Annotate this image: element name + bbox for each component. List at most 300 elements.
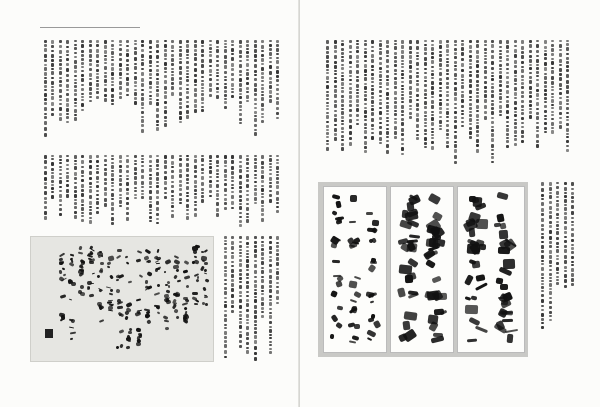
text-glyph-run [521, 46, 524, 50]
text-glyph-run [506, 63, 509, 66]
calligraphy-column [422, 193, 449, 343]
text-glyph-run [254, 320, 257, 323]
brush-stroke [354, 276, 362, 280]
text-glyph-run [209, 78, 212, 81]
text-glyph-run [134, 197, 137, 199]
text-glyph-run [556, 246, 559, 248]
text-glyph-run [431, 134, 434, 136]
text-glyph-run [341, 147, 344, 151]
text-glyph-run [269, 256, 272, 258]
text-glyph-run [549, 211, 552, 214]
text-glyph-run [549, 241, 552, 244]
text-glyph-run [246, 269, 249, 271]
text-glyph-run [261, 185, 264, 187]
text-glyph-run [394, 105, 397, 109]
text-glyph-run [59, 107, 62, 111]
text-glyph-run [541, 228, 544, 231]
text-column [230, 40, 236, 140]
text-glyph-run [386, 79, 389, 81]
text-glyph-run [454, 40, 457, 43]
text-glyph-run [141, 158, 144, 160]
text-glyph-run [111, 213, 114, 215]
text-glyph-run [424, 52, 427, 55]
text-glyph-run [44, 113, 47, 115]
text-column [275, 155, 281, 228]
text-glyph-run [491, 117, 494, 119]
text-glyph-run [269, 259, 272, 262]
text-glyph-run [566, 119, 569, 121]
text-glyph-run [356, 95, 359, 98]
text-glyph-run [409, 65, 412, 69]
text-glyph-run [96, 88, 99, 90]
text-glyph-run [276, 159, 279, 161]
text-glyph-run [179, 121, 182, 123]
text-glyph-run [454, 103, 457, 105]
text-glyph-run [506, 116, 509, 119]
text-glyph-run [186, 174, 189, 177]
text-glyph-run [246, 194, 249, 196]
text-glyph-run [484, 86, 487, 89]
text-glyph-run [276, 112, 279, 115]
text-glyph-run [326, 105, 329, 107]
text-glyph-run [51, 63, 54, 67]
brush-stroke [139, 309, 142, 311]
text-glyph-run [461, 125, 464, 127]
text-glyph-run [571, 256, 574, 259]
text-glyph-run [89, 189, 92, 193]
text-glyph-run [134, 51, 137, 55]
text-glyph-run [81, 50, 84, 53]
text-glyph-run [66, 184, 69, 187]
text-glyph-run [186, 40, 189, 43]
brush-stroke [164, 271, 167, 274]
text-glyph-run [186, 168, 189, 172]
text-glyph-run [231, 279, 234, 282]
text-glyph-run [349, 66, 352, 68]
text-glyph-run [134, 176, 137, 180]
text-glyph-run [119, 200, 122, 204]
text-glyph-run [334, 94, 337, 98]
text-glyph-run [96, 181, 99, 183]
text-glyph-run [96, 49, 99, 53]
text-column [363, 40, 369, 172]
text-glyph-run [224, 314, 227, 317]
text-glyph-run [349, 109, 352, 112]
text-column [520, 40, 526, 172]
text-glyph-run [231, 255, 234, 259]
text-glyph-run [541, 318, 544, 321]
text-glyph-run [246, 48, 249, 50]
brush-stroke [110, 275, 115, 280]
text-glyph-run [224, 344, 227, 348]
text-column [208, 40, 214, 140]
text-glyph-run [149, 101, 152, 105]
text-glyph-run [201, 97, 204, 101]
text-glyph-run [111, 202, 114, 206]
text-glyph-run [224, 240, 227, 242]
text-glyph-run [409, 51, 412, 54]
text-glyph-run [179, 61, 182, 64]
text-glyph-run [164, 71, 167, 73]
text-glyph-run [341, 90, 344, 93]
text-glyph-run [254, 254, 257, 258]
text-glyph-run [246, 162, 249, 165]
text-glyph-run [544, 105, 547, 108]
text-glyph-run [239, 263, 242, 267]
text-glyph-run [386, 92, 389, 96]
text-glyph-run [119, 96, 122, 99]
text-glyph-run [469, 99, 472, 101]
text-glyph-run [364, 74, 367, 76]
text-glyph-run [44, 54, 47, 58]
text-glyph-run [89, 96, 92, 98]
text-glyph-run [51, 96, 54, 100]
text-glyph-run [514, 65, 517, 68]
text-glyph-run [461, 117, 464, 119]
text-glyph-run [571, 268, 574, 272]
text-glyph-run [51, 68, 54, 70]
text-glyph-run [74, 40, 77, 42]
text-glyph-run [341, 40, 344, 42]
brush-stroke [136, 250, 142, 254]
text-glyph-run [334, 110, 337, 112]
text-glyph-run [254, 340, 257, 344]
text-column [558, 40, 564, 172]
text-glyph-run [261, 76, 264, 79]
brush-stroke [157, 311, 161, 314]
handwriting-column [182, 245, 190, 355]
text-glyph-run [149, 91, 152, 93]
text-glyph-run [371, 124, 374, 127]
text-glyph-run [341, 56, 344, 58]
text-glyph-run [261, 307, 264, 310]
text-glyph-run [111, 77, 114, 80]
text-glyph-run [416, 80, 419, 82]
text-glyph-run [134, 89, 137, 91]
text-glyph-run [514, 138, 517, 141]
text-glyph-run [386, 65, 389, 68]
text-glyph-run [201, 90, 204, 92]
text-glyph-run [506, 45, 509, 49]
text-glyph-run [254, 103, 257, 105]
text-glyph-run [446, 137, 449, 139]
text-glyph-run [81, 219, 84, 222]
text-column [230, 155, 236, 228]
text-glyph-run [556, 272, 559, 274]
text-glyph-run [506, 72, 509, 74]
text-glyph-run [364, 91, 367, 93]
text-glyph-run [171, 92, 174, 96]
text-glyph-run [454, 120, 457, 123]
text-glyph-run [549, 225, 552, 228]
brush-stroke [69, 318, 73, 321]
text-glyph-run [254, 335, 257, 339]
text-glyph-run [254, 162, 257, 164]
text-glyph-run [224, 160, 227, 164]
text-glyph-run [261, 188, 264, 192]
text-glyph-run [371, 128, 374, 130]
text-glyph-run [239, 236, 242, 239]
text-glyph-run [549, 269, 552, 271]
text-glyph-run [551, 104, 554, 106]
text-glyph-run [514, 111, 517, 113]
text-glyph-run [246, 303, 249, 307]
text-glyph-run [201, 102, 204, 104]
text-glyph-run [254, 70, 257, 73]
text-glyph-run [44, 40, 47, 43]
text-glyph-run [564, 226, 567, 230]
text-glyph-run [246, 264, 249, 268]
text-glyph-run [194, 104, 197, 108]
text-glyph-run [484, 48, 487, 51]
text-glyph-run [96, 194, 99, 196]
text-glyph-run [541, 273, 544, 276]
text-glyph-run [261, 290, 264, 292]
text-glyph-run [119, 68, 122, 71]
text-glyph-run [386, 113, 389, 115]
text-glyph-run [66, 180, 69, 182]
text-glyph-run [424, 118, 427, 121]
text-glyph-run [499, 71, 502, 74]
text-glyph-run [59, 67, 62, 70]
text-glyph-run [164, 58, 167, 60]
text-glyph-run [364, 136, 367, 139]
text-glyph-run [454, 149, 457, 153]
text-glyph-run [521, 69, 524, 73]
text-glyph-run [276, 174, 279, 176]
text-glyph-run [254, 315, 257, 319]
text-column [200, 155, 206, 228]
text-glyph-run [276, 268, 279, 270]
text-glyph-run [254, 49, 257, 53]
text-glyph-run [164, 160, 167, 164]
text-glyph-run [364, 141, 367, 145]
text-glyph-run [386, 140, 389, 142]
text-glyph-run [424, 76, 427, 79]
text-glyph-run [239, 285, 242, 289]
handwriting-column [201, 245, 209, 355]
text-glyph-run [566, 128, 569, 132]
text-glyph-run [246, 273, 249, 276]
text-glyph-run [394, 69, 397, 72]
text-glyph-run [239, 186, 242, 189]
text-glyph-run [156, 124, 159, 126]
text-glyph-run [149, 73, 152, 76]
text-glyph-run [514, 130, 517, 134]
text-glyph-run [559, 117, 562, 119]
text-glyph-run [231, 195, 234, 199]
text-glyph-run [506, 104, 509, 108]
text-glyph-run [239, 70, 242, 73]
text-glyph-run [439, 111, 442, 114]
text-glyph-run [134, 57, 137, 61]
text-glyph-run [179, 174, 182, 178]
text-glyph-run [439, 58, 442, 62]
text-glyph-run [536, 71, 539, 74]
text-glyph-run [119, 155, 122, 159]
text-column [513, 40, 519, 172]
text-glyph-run [194, 88, 197, 92]
text-glyph-run [549, 236, 552, 240]
text-glyph-run [549, 255, 552, 259]
text-glyph-run [194, 208, 197, 211]
text-glyph-run [364, 51, 367, 54]
text-glyph-run [149, 51, 152, 53]
text-glyph-run [371, 69, 374, 71]
text-glyph-run [254, 264, 257, 268]
text-glyph-run [536, 50, 539, 53]
text-glyph-run [476, 88, 479, 91]
text-glyph-run [394, 126, 397, 130]
text-glyph-run [231, 53, 234, 55]
text-column [185, 155, 191, 228]
brush-stroke [80, 284, 84, 289]
text-glyph-run [164, 171, 167, 174]
text-glyph-run [51, 54, 54, 58]
artist-seal [45, 329, 53, 338]
text-glyph-run [401, 97, 404, 100]
text-glyph-run [514, 126, 517, 129]
text-glyph-run [544, 97, 547, 100]
text-glyph-run [356, 60, 359, 63]
text-glyph-run [156, 65, 159, 67]
text-glyph-run [201, 188, 204, 191]
text-glyph-run [431, 128, 434, 130]
text-glyph-run [66, 79, 69, 82]
text-glyph-run [261, 293, 264, 295]
text-glyph-run [261, 54, 264, 57]
text-glyph-run [51, 184, 54, 186]
text-column [430, 40, 436, 172]
text-glyph-run [179, 180, 182, 183]
text-glyph-run [461, 79, 464, 81]
text-column [505, 40, 511, 172]
text-glyph-run [59, 95, 62, 98]
text-glyph-run [521, 140, 524, 143]
text-glyph-run [469, 118, 472, 122]
text-glyph-run [484, 116, 487, 120]
text-glyph-run [156, 120, 159, 123]
text-column [415, 40, 421, 172]
text-glyph-run [156, 69, 159, 72]
text-glyph-run [59, 45, 62, 48]
text-glyph-run [156, 44, 159, 48]
text-glyph-run [371, 118, 374, 122]
text-glyph-run [186, 44, 189, 48]
text-glyph-run [149, 95, 152, 97]
text-glyph-run [66, 93, 69, 96]
text-glyph-run [371, 112, 374, 116]
brush-stroke [193, 302, 197, 305]
text-glyph-run [484, 55, 487, 57]
text-glyph-run [149, 177, 152, 180]
text-glyph-run [446, 58, 449, 60]
text-glyph-run [514, 92, 517, 96]
text-glyph-run [209, 54, 212, 57]
brush-stroke [146, 285, 152, 290]
text-glyph-run [424, 47, 427, 51]
text-glyph-run [269, 341, 272, 343]
text-column [148, 155, 154, 228]
text-glyph-run [66, 175, 69, 179]
text-glyph-run [364, 115, 367, 118]
text-glyph-run [326, 115, 329, 119]
text-glyph-run [269, 57, 272, 59]
brush-stroke [157, 249, 160, 254]
text-glyph-run [224, 287, 227, 290]
text-glyph-run [186, 216, 189, 220]
text-glyph-run [276, 242, 279, 244]
text-glyph-run [134, 167, 137, 171]
text-glyph-run [491, 50, 494, 53]
text-glyph-run [446, 111, 449, 115]
text-glyph-run [416, 134, 419, 136]
text-glyph-run [499, 105, 502, 109]
brush-stroke [174, 259, 181, 265]
text-glyph-run [164, 62, 167, 66]
text-glyph-run [171, 68, 174, 70]
text-glyph-run [209, 44, 212, 46]
text-glyph-run [224, 304, 227, 308]
text-glyph-run [171, 54, 174, 57]
text-glyph-run [506, 55, 509, 57]
text-glyph-run [379, 43, 382, 47]
text-glyph-run [59, 89, 62, 93]
text-glyph-run [254, 299, 257, 303]
text-glyph-run [81, 99, 84, 101]
text-glyph-run [566, 80, 569, 84]
text-glyph-run [246, 219, 249, 223]
text-glyph-run [514, 119, 517, 121]
text-glyph-run [194, 44, 197, 48]
brush-stroke [107, 255, 114, 261]
brush-stroke [335, 200, 341, 208]
text-glyph-run [194, 196, 197, 199]
scroll-left [323, 186, 387, 353]
text-column [230, 236, 236, 360]
text-glyph-run [401, 133, 404, 136]
text-glyph-run [66, 58, 69, 61]
text-glyph-run [126, 170, 129, 173]
text-glyph-run [59, 204, 62, 206]
text-glyph-run [89, 209, 92, 211]
text-glyph-run [521, 117, 524, 120]
text-glyph-run [216, 213, 219, 217]
text-glyph-run [261, 97, 264, 101]
text-glyph-run [276, 75, 279, 78]
text-glyph-run [186, 105, 189, 108]
text-glyph-run [224, 98, 227, 100]
text-glyph-run [506, 145, 509, 148]
text-glyph-run [276, 210, 279, 213]
text-glyph-run [549, 245, 552, 248]
text-column [378, 40, 384, 172]
text-glyph-run [276, 79, 279, 82]
text-glyph-run [141, 186, 144, 188]
text-glyph-run [476, 119, 479, 121]
text-glyph-run [541, 213, 544, 216]
brush-stroke [500, 284, 508, 289]
text-glyph-run [66, 89, 69, 91]
text-glyph-run [239, 245, 242, 248]
text-glyph-run [514, 45, 517, 47]
text-glyph-run [149, 55, 152, 59]
text-glyph-run [239, 220, 242, 223]
text-glyph-run [81, 215, 84, 217]
text-glyph-run [491, 61, 494, 65]
text-glyph-run [364, 77, 367, 81]
text-glyph-run [66, 54, 69, 56]
